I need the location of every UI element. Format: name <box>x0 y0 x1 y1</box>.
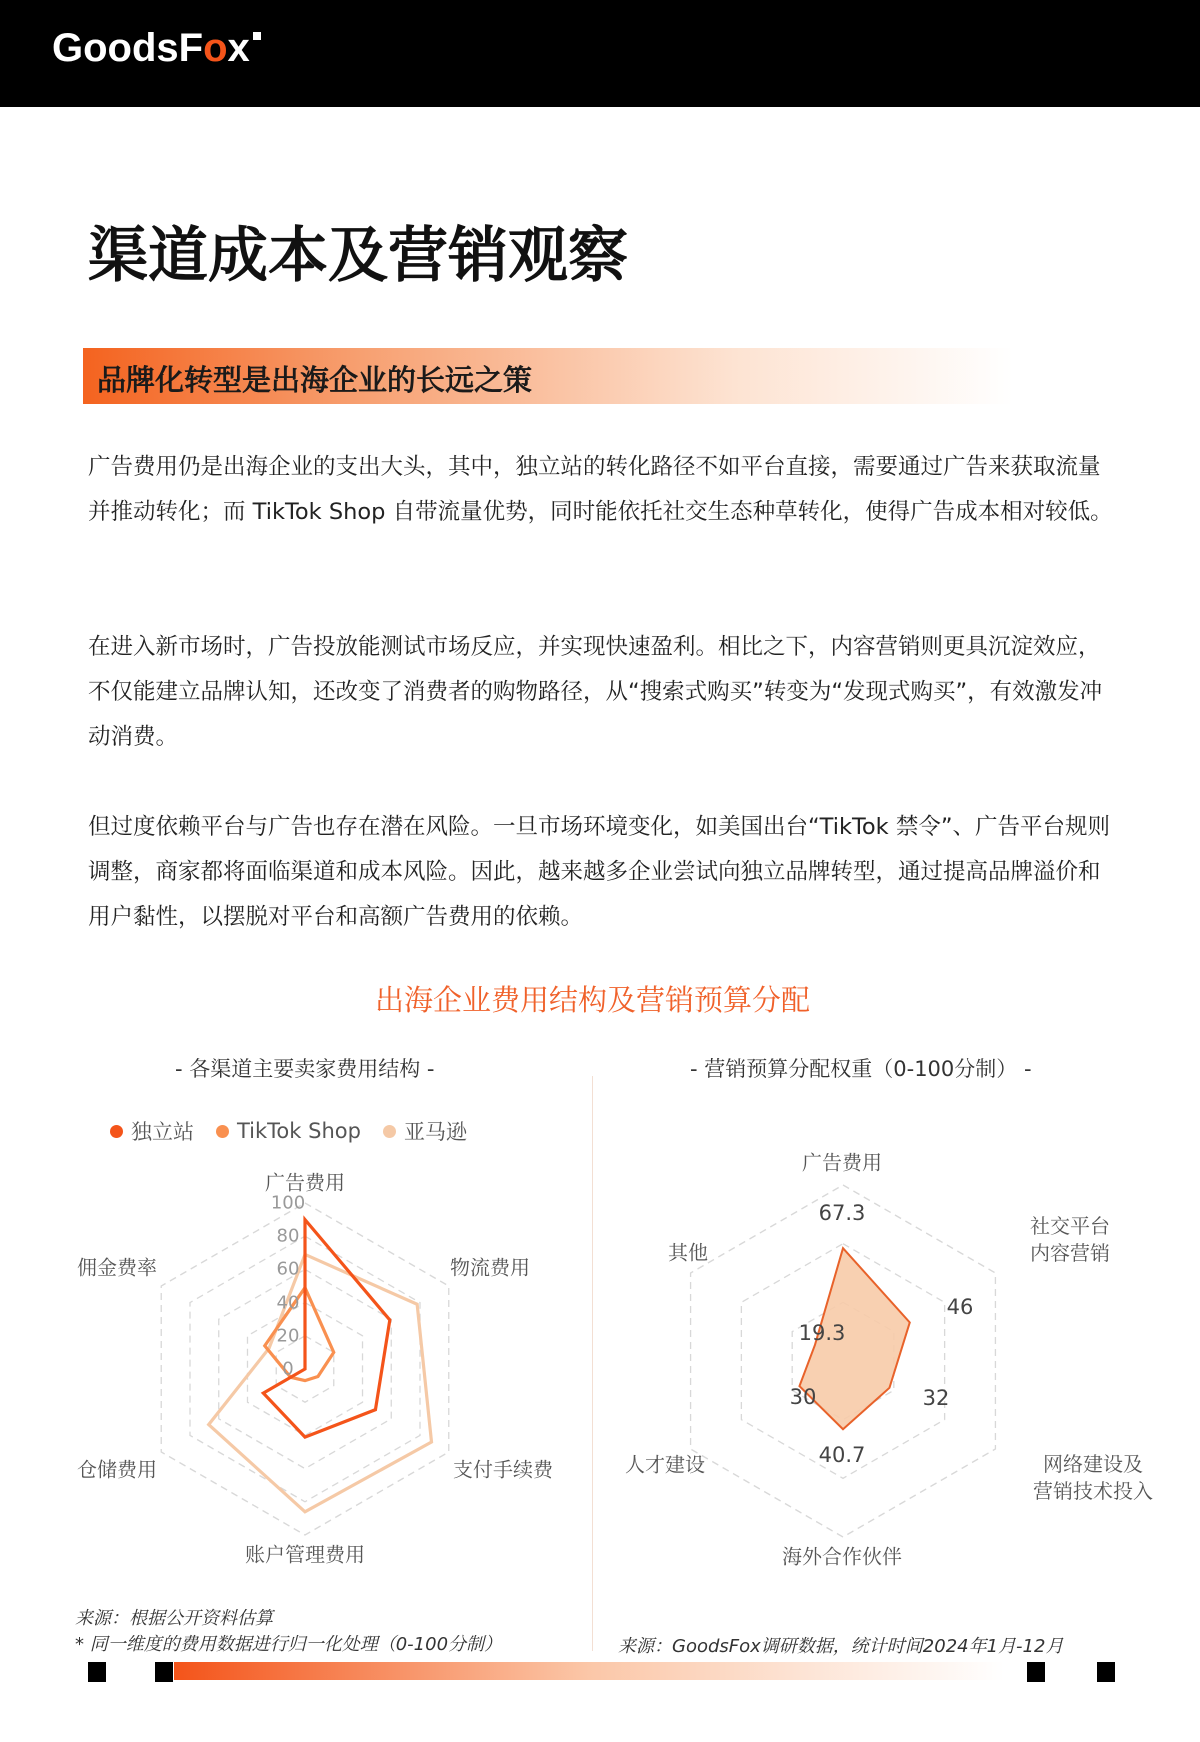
data-label: 46 <box>946 1295 974 1319</box>
paragraph-3: 但过度依赖平台与广告也存在潜在风险。一旦市场环境变化，如美国出台“TikTok 禁令”、广告平台规则调整，商家都将面临渠道和成本风险。因此，越来越多企业尝试向独立品牌转型，通过提高品牌溢价和用户黏性，以摆脱对平台和高额广告费用的依赖。 <box>88 814 1111 930</box>
axis-label: 物流费用 <box>450 1255 530 1280</box>
legend-label: 独立站 <box>131 1120 194 1144</box>
data-label: 19.3 <box>798 1321 846 1345</box>
goodsfox-logo[interactable]: GoodsFox <box>52 26 261 71</box>
footer-block <box>1027 1662 1045 1682</box>
axis-tick-label: 20 <box>276 1325 300 1347</box>
right-source: 来源：GoodsFox调研数据，统计时间2024年1月-12月 <box>618 1636 1064 1657</box>
legend-label: 亚马逊 <box>403 1120 467 1144</box>
axis-label: 佣金费率 <box>77 1255 157 1280</box>
axis-tick-label: 0 <box>282 1358 294 1380</box>
data-label: 67.3 <box>818 1201 866 1225</box>
section-banner-text: 品牌化转型是出海企业的长远之策 <box>97 363 533 397</box>
axis-label: 其他 <box>668 1240 708 1265</box>
figure-title: 出海企业费用结构及营销预算分配 <box>374 983 810 1017</box>
data-label: 32 <box>922 1386 950 1410</box>
footer-block <box>88 1662 106 1682</box>
left-chart-title: - 各渠道主要卖家费用结构 - <box>175 1057 435 1081</box>
paragraph-2: 在进入新市场时，广告投放能测试市场反应，并实现快速盈利。相比之下，内容营销则更具沉淀效应，不仅能建立品牌认知，还改变了消费者的购物路径，从“搜索式购买”转变为“发现式购买”，有效激发冲动消费。 <box>88 634 1103 750</box>
axis-label: 支付手续费 <box>453 1457 553 1482</box>
page-title: 渠道成本及营销观察 <box>88 221 628 291</box>
right-chart-title: - 营销预算分配权重（0-100分制） - <box>690 1057 1032 1081</box>
footer-block <box>1097 1662 1115 1682</box>
axis-label: 网络建设及 营销技术投入 <box>1033 1452 1153 1503</box>
axis-tick-label: 80 <box>276 1225 300 1247</box>
axis-tick-label: 40 <box>276 1292 300 1314</box>
axis-tick-label: 60 <box>276 1258 300 1280</box>
axis-tick-label: 100 <box>270 1192 306 1214</box>
left-source: 来源：根据公开资料估算 <box>75 1608 273 1629</box>
axis-label: 海外合作伙伴 <box>782 1544 902 1569</box>
data-label: 30 <box>789 1385 817 1409</box>
axis-label: 人才建设 <box>625 1452 705 1477</box>
axis-label: 广告费用 <box>265 1170 345 1195</box>
footer-block <box>155 1662 173 1682</box>
legend-label: TikTok Shop <box>237 1119 361 1143</box>
data-label: 40.7 <box>818 1443 866 1467</box>
chart-divider <box>592 1076 593 1651</box>
axis-label: 账户管理费用 <box>245 1542 365 1567</box>
axis-label: 广告费用 <box>802 1150 882 1175</box>
left-note: * 同一维度的费用数据进行归一化处理（0-100分制） <box>75 1634 503 1655</box>
axis-label: 仓储费用 <box>77 1457 157 1482</box>
series-line-亚马逊 <box>209 1254 432 1511</box>
paragraph-1: 广告费用仍是出海企业的支出大头，其中，独立站的转化路径不如平台直接，需要通过广告来获取流量并推动转化；而 TikTok Shop 自带流量优势，同时能依托社交生态种草转化，使得广告成本相对较低。 <box>88 454 1113 525</box>
axis-label: 社交平台 内容营销 <box>1030 1214 1110 1265</box>
footer-gradient-bar <box>174 1662 1004 1680</box>
